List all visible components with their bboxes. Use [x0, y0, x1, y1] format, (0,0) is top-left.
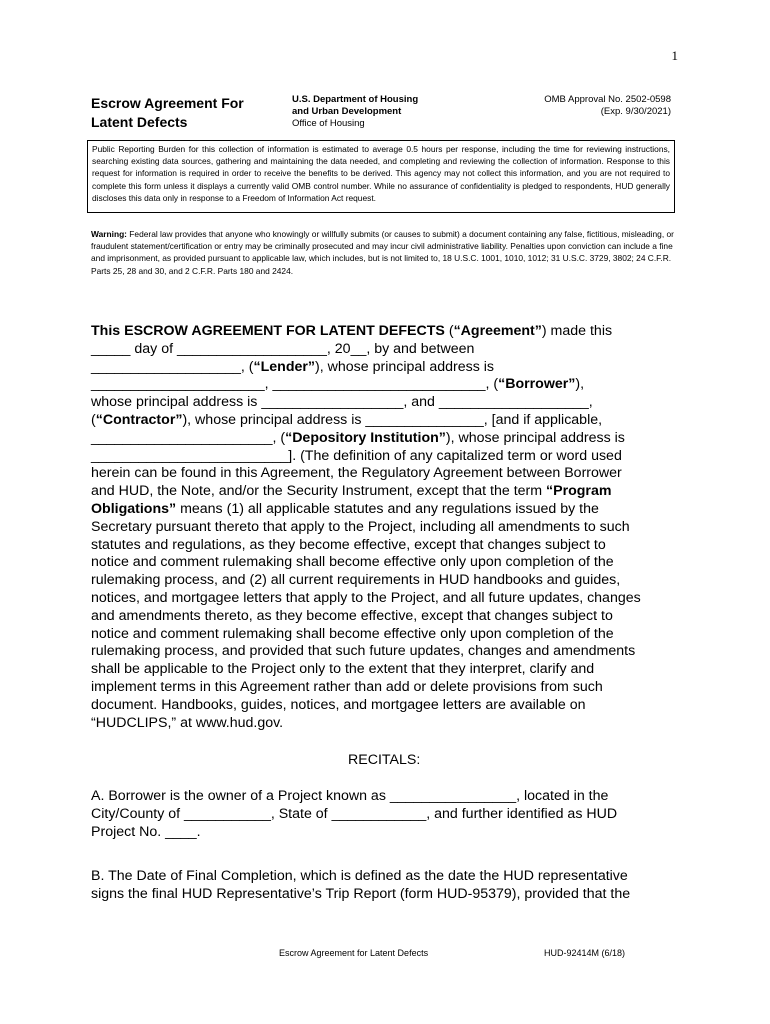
intro-line: This ESCROW AGREEMENT FOR LATENT DEFECTS (“Agreement”) made this [91, 323, 613, 339]
recitals-heading: RECITALS: [348, 752, 421, 768]
intro-line: whose principal address is __________________, and ___________________, [91, 394, 593, 411]
intro-line: document. Handbooks, guides, notices, and mortgagee letters are available on [91, 696, 586, 713]
recital-b-line: B. The Date of Final Completion, which is defined as the date the HUD representative [91, 868, 628, 884]
burden-notice-box: Public Reporting Burden for this collection of information is estimated to average 0.5 hours per response, including the time for reviewing instructions, searching existing data sources, gathering and maintaining the data needed, and completing and reviewing the collection of information. Response to this request for information is required in order to receive the benefits to be derived. This agency may not collect this information, and you are not required to complete this form unless it displays a currently valid OMB control number. While no assurance of confidentiality is pledged to respondents, HUD generally discloses this data only in response to a Freedom of Information Act request. [87, 140, 675, 213]
recital-a-line: A. Borrower is the owner of a Project known as ________________, located in the [91, 788, 609, 804]
intro-line: notices, and mortgagee letters that apply to the Project, and all future updates, changes [91, 589, 641, 606]
intro-line: rulemaking process, and (2) all current requirements in HUD handbooks and guides, [91, 572, 621, 589]
warning-label: Warning: [91, 229, 127, 239]
page-number: 1 [671, 48, 678, 63]
intro-line: _____ day of ___________________, 20__, by and between [91, 340, 475, 357]
omb-number: OMB Approval No. 2502-0598 [544, 94, 671, 105]
agreement-intro [91, 323, 685, 732]
omb-expiration: (Exp. 9/30/2021) [600, 106, 671, 117]
agency-block [292, 94, 418, 130]
intro-line: rulemaking process, and provided that such future updates, changes and amendments [91, 643, 636, 660]
agency-line-1: U.S. Department of Housing [292, 94, 419, 105]
intro-line: Obligations” means (1) all applicable statutes and any regulations issued by the [91, 500, 599, 517]
recital-a-line: Project No. ____. [91, 823, 201, 840]
form-title-line-1: Escrow Agreement For [91, 95, 244, 111]
intro-line: shall be applicable to the Project only to the extent that they interpret, clarify and [91, 661, 595, 678]
recital-a-line: City/County of ___________, State of ____________, and further identified as HUD [91, 805, 618, 822]
omb-approval [544, 94, 671, 118]
intro-line: (“Contractor”), whose principal address is _______________, [and if applicable, [91, 411, 603, 428]
intro-line: statutes and regulations, as they become effective, except that changes subject to [91, 536, 606, 553]
warning-notice [91, 228, 681, 277]
agency-line-3: Office of Housing [292, 118, 365, 129]
intro-line: and HUD, the Note, and/or the Security Instrument, except that the term “Program [91, 483, 612, 500]
intro-line: implement terms in this Agreement rather than add or delete provisions from such [91, 678, 603, 695]
recital-a [91, 788, 685, 841]
intro-line: _______________________, (“Depository Institution”), whose principal address is [91, 429, 625, 446]
intro-line: notice and comment rulemaking shall become effective only upon completion of the [91, 625, 614, 642]
intro-line: “HUDCLIPS,” at www.hud.gov. [91, 714, 284, 731]
footer-form-number: HUD-92414M (6/18) [544, 948, 626, 958]
intro-line: ___________________, (“Lender”), whose principal address is [91, 358, 495, 375]
intro-line: _________________________]. (The definition of any capitalized term or word used [91, 447, 622, 464]
recital-b-line: signs the final HUD Representative’s Trip Report (form HUD-95379), provided that the [91, 885, 631, 902]
intro-line: and amendments thereto, as they become effective, except that changes subject to [91, 607, 613, 624]
recital-b [91, 868, 685, 904]
footer-form-title: Escrow Agreement for Latent Defects [279, 948, 429, 958]
warning-text: Federal law provides that anyone who knowingly or willfully submits (or causes to submit) a document containing any false, fictitious, misleading, or fraudulent statement/certification or entry may be criminally prosecuted and may incur civil administrative liability. Penalties upon conviction can include a fine and imprisonment, as provided pursuant to applicable law, which includes, but is not limited to, 18 U.S.C. 1001, 1010, 1012; 31 U.S.C. 3729, 3802; 24 C.F.R. Parts 25, 28 and 30, and 2 C.F.R. Parts 180 and 2424. [91, 229, 674, 276]
intro-line: herein can be found in this Agreement, the Regulatory Agreement between Borrower [91, 465, 622, 482]
form-title-line-2: Latent Defects [91, 114, 188, 130]
intro-line: ______________________, ___________________________, (“Borrower”), [91, 376, 585, 393]
intro-line: notice and comment rulemaking shall become effective only upon completion of the [91, 554, 614, 571]
form-title [91, 94, 281, 132]
intro-line: Secretary pursuant thereto that apply to the Project, including all amendments to such [91, 518, 630, 535]
agency-line-2: and Urban Development [292, 106, 402, 117]
